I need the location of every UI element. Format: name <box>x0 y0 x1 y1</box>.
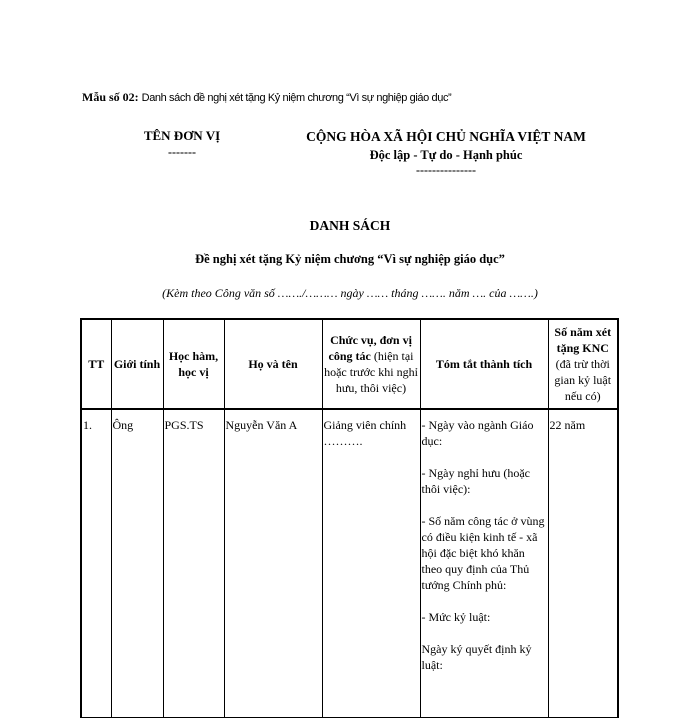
cell-title: PGS.TS <box>163 409 224 718</box>
nation-motto: Độc lập - Tự do - Hạnh phúc <box>369 148 523 162</box>
form-code: Mẫu số 02: <box>82 90 139 104</box>
header-years-bold: Số năm xét tặng KNC <box>554 325 612 355</box>
achievement-item: - Ngày vào ngành Giáo dục: <box>421 418 534 448</box>
form-label <box>82 90 451 105</box>
table-header-row <box>81 319 618 409</box>
nomination-table <box>80 318 619 718</box>
header-years-note: (đã trừ thời gian kỷ luật nếu có) <box>554 357 612 403</box>
header-gender: Giới tính <box>111 319 163 409</box>
cell-achievements <box>420 409 548 718</box>
header-name: Họ và tên <box>224 319 322 409</box>
document-note: (Kèm theo Công văn số ……./……… ngày …… tháng ……. năm …. của …….) <box>162 286 538 300</box>
cell-position: Giảng viên chính ………. <box>322 409 420 718</box>
national-heading <box>290 128 602 176</box>
achievement-item: - Số năm công tác ở vùng có điều kiện kinh tế - xã hội đặc biệt khó khăn theo quy định của Thủ tướng Chính phủ: <box>421 514 545 592</box>
header-position <box>322 319 420 409</box>
nation-divider: --------------- <box>416 163 476 177</box>
achievement-item: Ngày ký quyết định kỷ luật: <box>421 642 532 672</box>
achievement-item: - Ngày nghỉ hưu (hoặc thôi việc): <box>421 466 530 496</box>
cell-gender: Ông <box>111 409 163 718</box>
header-title: Học hàm, học vị <box>163 319 224 409</box>
cell-name: Nguyễn Văn A <box>224 409 322 718</box>
unit-name: TÊN ĐƠN VỊ <box>143 128 221 143</box>
unit-block <box>132 128 232 160</box>
cell-tt: 1. <box>81 409 111 718</box>
header-achievement: Tóm tắt thành tích <box>420 319 548 409</box>
header-position-note: (hiện tại hoặc trước khi nghỉ hưu, thôi việc) <box>324 349 418 395</box>
header-years <box>548 319 618 409</box>
nation-name: CỘNG HÒA XÃ HỘI CHỦ NGHĨA VIỆT NAM <box>306 129 586 144</box>
header-position-bold: Chức vụ, đơn vị công tác <box>328 333 412 363</box>
form-description: Danh sách đề nghị xét tặng Kỷ niệm chương “Vì sự nghiệp giáo dục” <box>141 92 452 104</box>
table-row <box>81 409 618 718</box>
cell-years: 22 năm <box>548 409 618 718</box>
unit-divider: ------- <box>168 145 196 159</box>
achievement-item: - Mức kỷ luật: <box>421 610 491 624</box>
document-title: DANH SÁCH <box>309 218 391 233</box>
document-subtitle: Đề nghị xét tặng Kỷ niệm chương “Vì sự nghiệp giáo dục” <box>195 252 505 266</box>
header-tt: TT <box>81 319 111 409</box>
